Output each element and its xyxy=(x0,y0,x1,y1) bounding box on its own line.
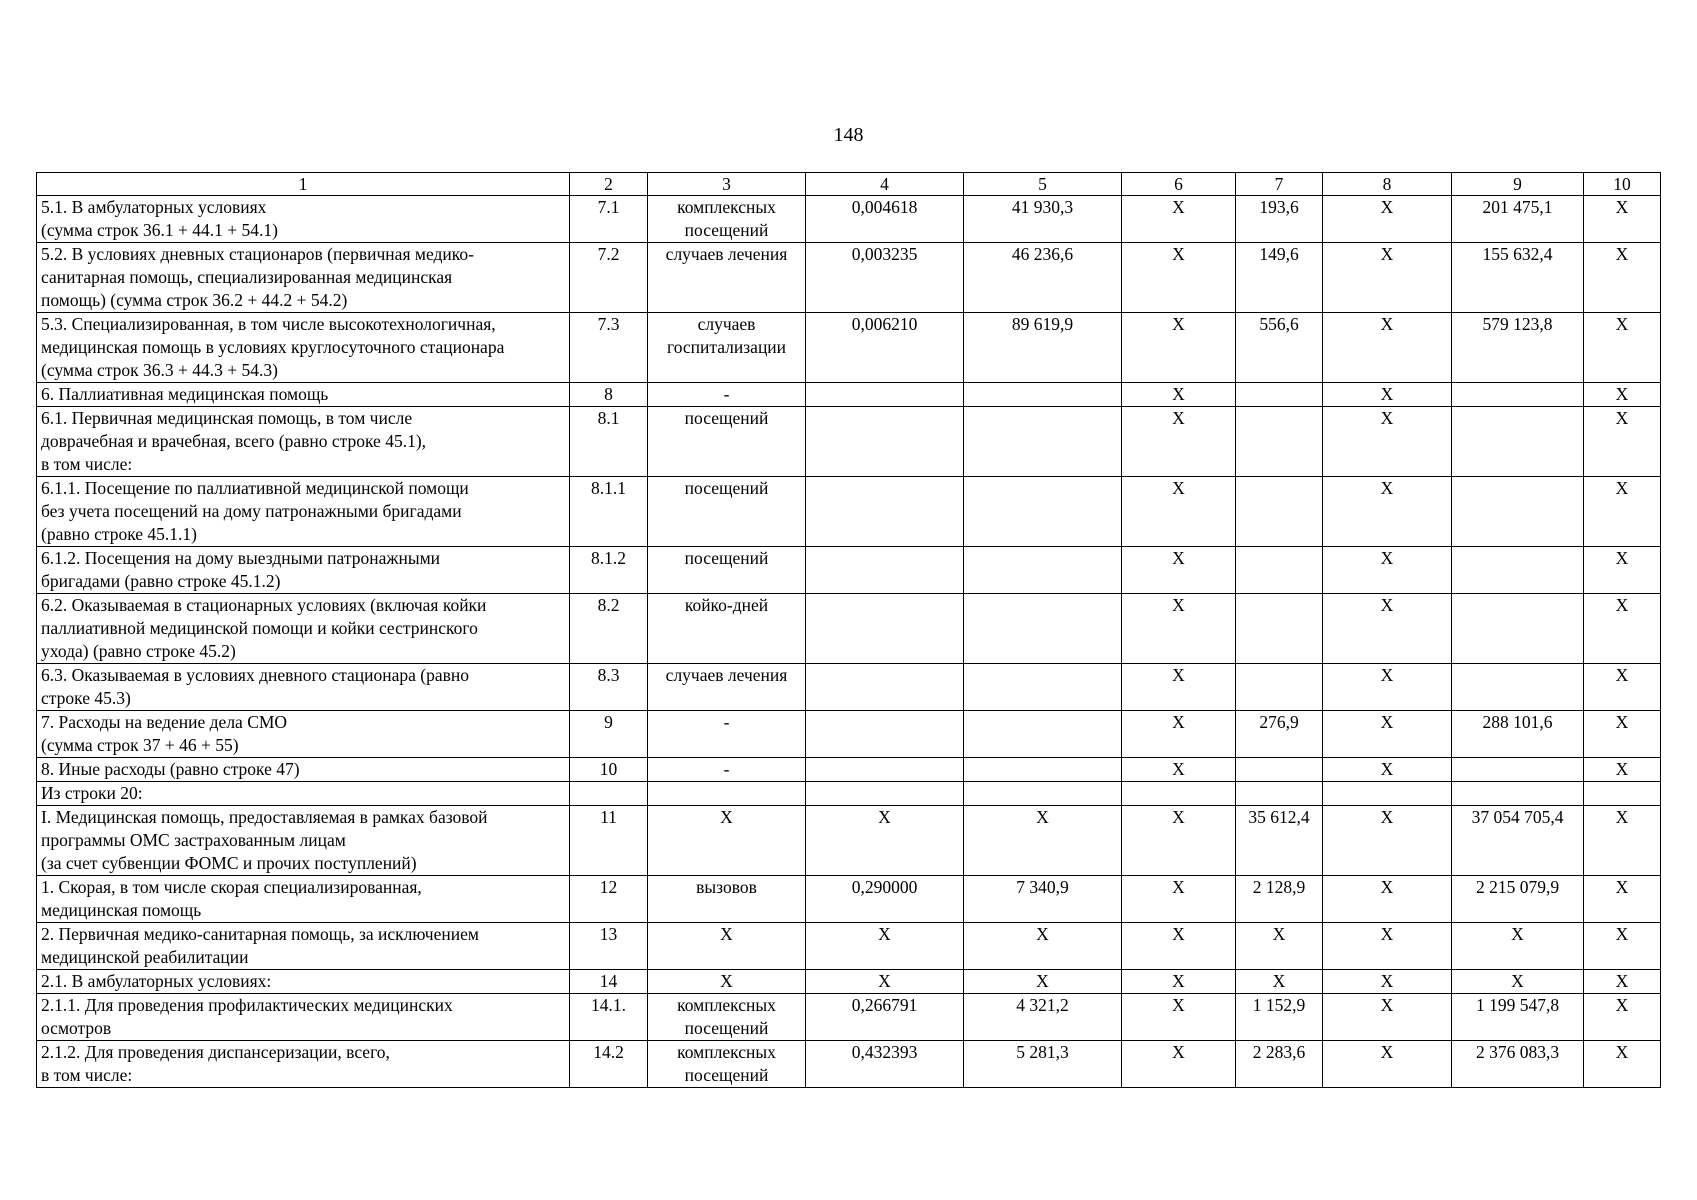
row-label-cell: 6.1.1. Посещение по паллиативной медицинской помощи без учета посещений на дому патронажными бригадами (равно строке 45.1.1) xyxy=(37,477,570,547)
table-cell: 8.1.2 xyxy=(570,547,648,594)
table-cell: X xyxy=(964,970,1122,994)
table-cell: 41 930,3 xyxy=(964,196,1122,243)
table-cell: X xyxy=(1584,876,1661,923)
table-cell: X xyxy=(1323,1041,1452,1088)
data-table xyxy=(36,172,1661,1088)
row-label-cell: 6.3. Оказываемая в условиях дневного стационара (равно строке 45.3) xyxy=(37,664,570,711)
table-cell xyxy=(1584,782,1661,806)
table-row xyxy=(37,594,1661,664)
table-cell: посещений xyxy=(648,407,806,477)
table-cell: X xyxy=(1323,383,1452,407)
row-label-cell: 5.2. В условиях дневных стационаров (первичная медико- санитарная помощь, специализированная медицинская помощь) (сумма строк 36.2 + 44.2 + 54.2) xyxy=(37,243,570,313)
table-cell xyxy=(1236,547,1323,594)
table-cell: X xyxy=(1122,313,1236,383)
table-cell: случаев лечения xyxy=(648,243,806,313)
table-cell: 0,266791 xyxy=(806,994,964,1041)
row-label-cell: 6.1.2. Посещения на дому выездными патронажными бригадами (равно строке 45.1.2) xyxy=(37,547,570,594)
table-cell: X xyxy=(1584,313,1661,383)
table-cell: 1 199 547,8 xyxy=(1452,994,1584,1041)
table-cell: 149,6 xyxy=(1236,243,1323,313)
column-number-row xyxy=(37,173,1661,196)
table-cell: X xyxy=(1584,711,1661,758)
table-cell: 7.1 xyxy=(570,196,648,243)
table-cell: комплексных посещений xyxy=(648,1041,806,1088)
table-row xyxy=(37,664,1661,711)
table-cell: 288 101,6 xyxy=(1452,711,1584,758)
table-cell: X xyxy=(1236,970,1323,994)
table-cell: X xyxy=(806,806,964,876)
row-label-cell: 5.3. Специализированная, в том числе высокотехнологичная, медицинская помощь в условиях круглосуточного стационара (сумма строк 36.3 + 44.3 + 54.3) xyxy=(37,313,570,383)
table-cell: X xyxy=(1122,994,1236,1041)
table-cell xyxy=(806,664,964,711)
column-number-cell: 10 xyxy=(1584,173,1661,196)
table-cell: X xyxy=(1584,196,1661,243)
table-cell: X xyxy=(1122,664,1236,711)
table-row xyxy=(37,196,1661,243)
table-cell: - xyxy=(648,758,806,782)
table-cell: 8 xyxy=(570,383,648,407)
table-row xyxy=(37,243,1661,313)
table-cell xyxy=(1452,782,1584,806)
row-label-cell: 6.2. Оказываемая в стационарных условиях (включая койки паллиативной медицинской помощи и койки сестринского ухода) (равно строке 45.2) xyxy=(37,594,570,664)
table-cell xyxy=(964,758,1122,782)
table-cell: 1 152,9 xyxy=(1236,994,1323,1041)
table-cell: X xyxy=(648,970,806,994)
table-cell: 12 xyxy=(570,876,648,923)
column-number-cell: 5 xyxy=(964,173,1122,196)
row-label-cell: 2.1.2. Для проведения диспансеризации, всего, в том числе: xyxy=(37,1041,570,1088)
table-cell xyxy=(1452,594,1584,664)
table-cell: 11 xyxy=(570,806,648,876)
row-label-cell: 8. Иные расходы (равно строке 47) xyxy=(37,758,570,782)
table-cell: 0,290000 xyxy=(806,876,964,923)
table-cell: X xyxy=(1323,758,1452,782)
table-cell: X xyxy=(1584,383,1661,407)
table-cell: X xyxy=(1584,1041,1661,1088)
row-label-cell: 2.1.1. Для проведения профилактических медицинских осмотров xyxy=(37,994,570,1041)
table-cell: X xyxy=(964,806,1122,876)
table-cell: X xyxy=(1323,407,1452,477)
row-label-cell: 5.1. В амбулаторных условиях (сумма строк 36.1 + 44.1 + 54.1) xyxy=(37,196,570,243)
table-cell: X xyxy=(1323,876,1452,923)
table-cell: X xyxy=(1323,196,1452,243)
table-cell: 14 xyxy=(570,970,648,994)
table-row xyxy=(37,547,1661,594)
table-cell: X xyxy=(1122,923,1236,970)
table-cell: X xyxy=(1122,1041,1236,1088)
table-cell: X xyxy=(1584,594,1661,664)
table-cell xyxy=(806,711,964,758)
table-cell: - xyxy=(648,711,806,758)
table-cell: 0,006210 xyxy=(806,313,964,383)
table-cell: 556,6 xyxy=(1236,313,1323,383)
table-cell: 7 340,9 xyxy=(964,876,1122,923)
table-row xyxy=(37,923,1661,970)
table-cell xyxy=(1236,782,1323,806)
table-cell: X xyxy=(1584,970,1661,994)
table-cell: 8.2 xyxy=(570,594,648,664)
table-cell xyxy=(964,782,1122,806)
table-cell xyxy=(806,758,964,782)
table-cell: X xyxy=(1323,664,1452,711)
row-label-cell: 2. Первичная медико-санитарная помощь, за исключением медицинской реабилитации xyxy=(37,923,570,970)
row-label-cell: 6.1. Первичная медицинская помощь, в том числе доврачебная и врачебная, всего (равно строке 45.1), в том числе: xyxy=(37,407,570,477)
table-cell: 2 283,6 xyxy=(1236,1041,1323,1088)
table-row xyxy=(37,1041,1661,1088)
table-row xyxy=(37,782,1661,806)
table-cell xyxy=(1236,383,1323,407)
row-label-cell: 2.1. В амбулаторных условиях: xyxy=(37,970,570,994)
table-cell: 35 612,4 xyxy=(1236,806,1323,876)
column-number-cell: 6 xyxy=(1122,173,1236,196)
table-cell: X xyxy=(1323,477,1452,547)
table-cell: X xyxy=(1452,923,1584,970)
table-cell: X xyxy=(1323,970,1452,994)
table-cell: 13 xyxy=(570,923,648,970)
table-cell: X xyxy=(1122,970,1236,994)
table-row xyxy=(37,383,1661,407)
table-cell: X xyxy=(806,970,964,994)
table-cell xyxy=(964,711,1122,758)
table-cell: X xyxy=(1584,758,1661,782)
table-cell xyxy=(806,782,964,806)
table-row xyxy=(37,313,1661,383)
table-cell: случаев госпитализации xyxy=(648,313,806,383)
table-cell: 14.2 xyxy=(570,1041,648,1088)
column-number-cell: 8 xyxy=(1323,173,1452,196)
table-cell: X xyxy=(1584,477,1661,547)
table-cell xyxy=(964,594,1122,664)
table-cell: комплексных посещений xyxy=(648,196,806,243)
table-cell: X xyxy=(1584,243,1661,313)
table-cell: X xyxy=(1584,547,1661,594)
table-cell: X xyxy=(1122,547,1236,594)
table-cell: 7.2 xyxy=(570,243,648,313)
column-number-cell: 1 xyxy=(37,173,570,196)
table-cell: - xyxy=(648,383,806,407)
table-cell: X xyxy=(806,923,964,970)
table-cell xyxy=(648,782,806,806)
table-row xyxy=(37,711,1661,758)
table-cell xyxy=(806,383,964,407)
table-cell: X xyxy=(1323,994,1452,1041)
table-row xyxy=(37,407,1661,477)
table-cell xyxy=(1452,407,1584,477)
table-cell: 0,432393 xyxy=(806,1041,964,1088)
table-cell: случаев лечения xyxy=(648,664,806,711)
table-cell: 7.3 xyxy=(570,313,648,383)
table-cell: X xyxy=(1584,664,1661,711)
column-number-cell: 4 xyxy=(806,173,964,196)
table-cell xyxy=(1452,477,1584,547)
table-cell: 14.1. xyxy=(570,994,648,1041)
table-cell: 0,003235 xyxy=(806,243,964,313)
column-number-cell: 2 xyxy=(570,173,648,196)
table-cell: X xyxy=(1122,594,1236,664)
table-cell: посещений xyxy=(648,477,806,547)
table-cell: X xyxy=(1122,196,1236,243)
table-cell: 201 475,1 xyxy=(1452,196,1584,243)
table-row xyxy=(37,758,1661,782)
table-cell xyxy=(964,407,1122,477)
table-cell: 193,6 xyxy=(1236,196,1323,243)
table-cell: X xyxy=(964,923,1122,970)
column-number-cell: 7 xyxy=(1236,173,1323,196)
table-cell: 276,9 xyxy=(1236,711,1323,758)
table-cell xyxy=(964,547,1122,594)
table-cell: 0,004618 xyxy=(806,196,964,243)
table-row xyxy=(37,806,1661,876)
table-cell: 2 128,9 xyxy=(1236,876,1323,923)
table-cell: X xyxy=(1323,806,1452,876)
table-cell: X xyxy=(1122,383,1236,407)
table-cell: X xyxy=(1323,243,1452,313)
table-cell: X xyxy=(1323,547,1452,594)
row-label-cell: 1. Скорая, в том числе скорая специализированная, медицинская помощь xyxy=(37,876,570,923)
table-cell: X xyxy=(1584,806,1661,876)
table-cell: X xyxy=(1323,594,1452,664)
table-cell: 46 236,6 xyxy=(964,243,1122,313)
table-cell: 5 281,3 xyxy=(964,1041,1122,1088)
table-cell xyxy=(1452,547,1584,594)
table-cell: X xyxy=(648,806,806,876)
table-cell xyxy=(1236,407,1323,477)
table-cell xyxy=(1452,664,1584,711)
table-cell: X xyxy=(1122,876,1236,923)
row-label-cell: I. Медицинская помощь, предоставляемая в рамках базовой программы ОМС застрахованным лицам (за счет субвенции ФОМС и прочих поступлений) xyxy=(37,806,570,876)
table-cell xyxy=(806,547,964,594)
table-cell xyxy=(964,383,1122,407)
table-row xyxy=(37,994,1661,1041)
table-cell: X xyxy=(1122,758,1236,782)
table-cell xyxy=(806,407,964,477)
table-cell: 10 xyxy=(570,758,648,782)
page-number: 148 xyxy=(833,124,864,146)
table-cell xyxy=(1323,782,1452,806)
table-cell: 4 321,2 xyxy=(964,994,1122,1041)
table-cell: 89 619,9 xyxy=(964,313,1122,383)
table-cell: 9 xyxy=(570,711,648,758)
table-cell: 8.3 xyxy=(570,664,648,711)
table-cell: 37 054 705,4 xyxy=(1452,806,1584,876)
table-cell: X xyxy=(1323,313,1452,383)
table-cell: X xyxy=(1584,407,1661,477)
table-cell: X xyxy=(1452,970,1584,994)
table-cell xyxy=(1236,594,1323,664)
table-cell xyxy=(570,782,648,806)
table-cell: X xyxy=(1584,994,1661,1041)
table-cell xyxy=(1236,664,1323,711)
table-cell: 8.1 xyxy=(570,407,648,477)
table-cell: X xyxy=(1122,407,1236,477)
table-row xyxy=(37,876,1661,923)
table-cell: X xyxy=(1122,806,1236,876)
table-cell: 2 376 083,3 xyxy=(1452,1041,1584,1088)
table-cell: X xyxy=(1122,711,1236,758)
table-cell: X xyxy=(1323,711,1452,758)
table-cell xyxy=(964,664,1122,711)
table-cell: X xyxy=(1122,477,1236,547)
table-cell xyxy=(1452,758,1584,782)
table-cell xyxy=(806,594,964,664)
column-number-cell: 9 xyxy=(1452,173,1584,196)
table-cell xyxy=(964,477,1122,547)
table-cell xyxy=(1452,383,1584,407)
row-label-cell: 6. Паллиативная медицинская помощь xyxy=(37,383,570,407)
table-cell: посещений xyxy=(648,547,806,594)
table-cell: койко-дней xyxy=(648,594,806,664)
column-number-cell: 3 xyxy=(648,173,806,196)
table-row xyxy=(37,477,1661,547)
table-cell xyxy=(1236,758,1323,782)
table-cell: X xyxy=(1122,243,1236,313)
table-cell: X xyxy=(1236,923,1323,970)
table-cell: X xyxy=(648,923,806,970)
row-label-cell: Из строки 20: xyxy=(37,782,570,806)
table-cell xyxy=(1122,782,1236,806)
table-cell: 579 123,8 xyxy=(1452,313,1584,383)
table-cell: 2 215 079,9 xyxy=(1452,876,1584,923)
table-cell: X xyxy=(1584,923,1661,970)
table-cell: 8.1.1 xyxy=(570,477,648,547)
table-row xyxy=(37,970,1661,994)
table-cell: комплексных посещений xyxy=(648,994,806,1041)
table-cell xyxy=(806,477,964,547)
table-cell: 155 632,4 xyxy=(1452,243,1584,313)
row-label-cell: 7. Расходы на ведение дела СМО (сумма строк 37 + 46 + 55) xyxy=(37,711,570,758)
table-cell xyxy=(1236,477,1323,547)
table-cell: вызовов xyxy=(648,876,806,923)
table-cell: X xyxy=(1323,923,1452,970)
